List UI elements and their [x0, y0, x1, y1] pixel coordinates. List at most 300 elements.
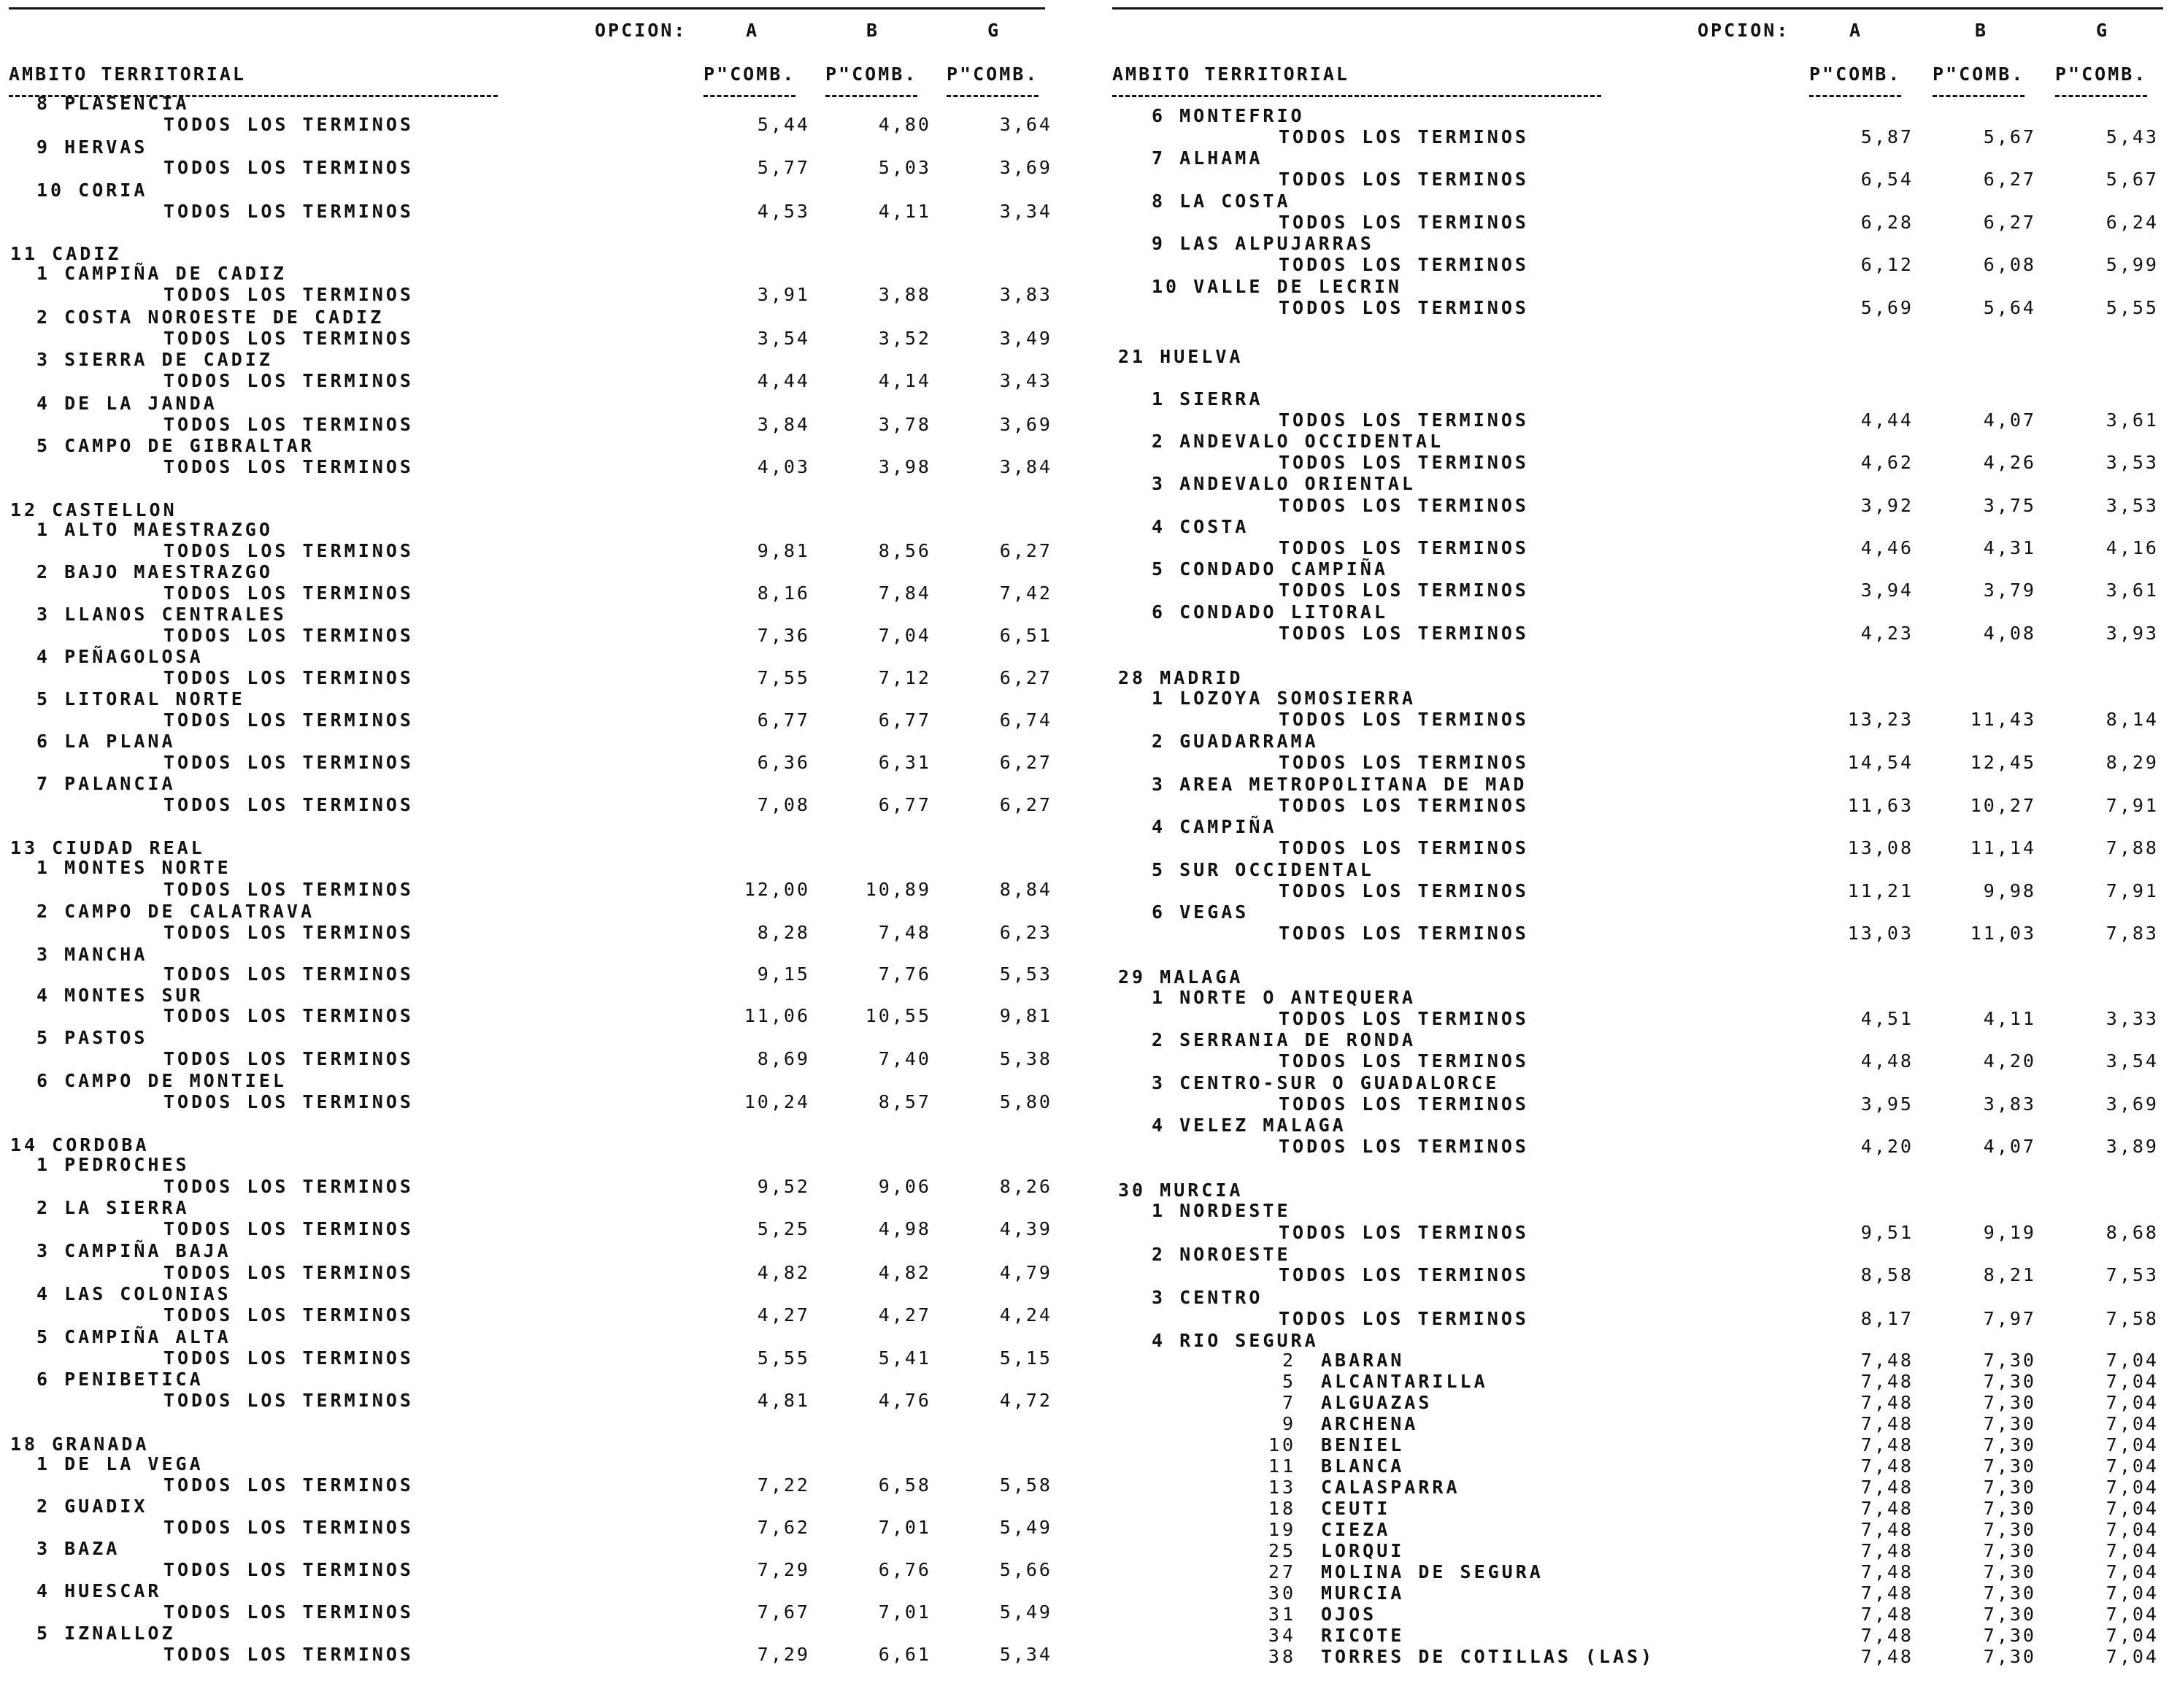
comb-label-g: P"COMB.: [947, 64, 1039, 85]
total-row: [1084, 1093, 2169, 1117]
value-b: 7,84: [878, 582, 931, 604]
comarca-header: [1084, 901, 2169, 925]
total-label: TODOS LOS TERMINOS: [1279, 254, 1529, 275]
value-g: 3,64: [999, 114, 1052, 135]
total-label: TODOS LOS TERMINOS: [163, 414, 414, 435]
region-label: 1 NORDESTE: [1152, 1200, 1291, 1221]
value-g: 7,04: [2106, 1455, 2159, 1477]
region-label: 9 LAS ALPUJARRAS: [1152, 233, 1374, 254]
value-b: 6,58: [878, 1474, 931, 1496]
value-b: 9,98: [1983, 880, 2036, 901]
value-b: 3,52: [878, 328, 931, 349]
municipio-code: 34: [1268, 1625, 1296, 1646]
value-b: 7,01: [878, 1601, 931, 1623]
right-column: [1084, 0, 2169, 1708]
region-label: 1 SIERRA: [1152, 388, 1263, 409]
value-a: 6,77: [757, 709, 810, 731]
value-a: 4,46: [1860, 537, 1914, 558]
value-g: 3,54: [2106, 1050, 2159, 1072]
municipio-code: 18: [1268, 1498, 1296, 1519]
region-label: 2 NOROESTE: [1152, 1244, 1291, 1265]
region-label: 8 PLASENCIA: [36, 93, 190, 114]
region-label: 4 DE LA JANDA: [36, 393, 217, 414]
value-b: 4,31: [1983, 537, 2036, 558]
region-label: 6 CONDADO LITORAL: [1152, 601, 1388, 623]
value-b: 10,89: [865, 879, 931, 900]
region-label: 3 BAZA: [36, 1538, 120, 1559]
value-a: 7,48: [1860, 1582, 1914, 1604]
top-rule: [9, 7, 1045, 9]
value-b: 4,07: [1983, 409, 2036, 431]
value-b: 7,30: [1983, 1519, 2036, 1540]
region-label: 10 CORIA: [36, 180, 148, 201]
total-label: TODOS LOS TERMINOS: [163, 1262, 414, 1283]
value-a: 7,48: [1860, 1392, 1914, 1413]
value-g: 7,04: [2106, 1350, 2159, 1371]
region-label: 5 LITORAL NORTE: [36, 688, 245, 709]
value-a: 6,28: [1860, 212, 1914, 233]
value-a: 7,48: [1860, 1413, 1914, 1434]
total-row: [0, 114, 1084, 137]
value-a: 4,44: [1860, 409, 1914, 431]
municipio-name: OJOS: [1321, 1604, 1377, 1625]
municipio-name: CALASPARRA: [1321, 1477, 1460, 1498]
total-label: TODOS LOS TERMINOS: [163, 1304, 414, 1326]
value-b: 5,64: [1983, 297, 2036, 318]
municipio-code: 30: [1268, 1582, 1296, 1604]
value-b: 4,07: [1983, 1136, 2036, 1157]
value-a: 9,52: [757, 1176, 810, 1197]
value-a: 7,29: [757, 1644, 810, 1665]
municipio-code: 11: [1268, 1455, 1296, 1477]
value-a: 7,48: [1860, 1350, 1914, 1371]
comarca-header: [1084, 1200, 2169, 1223]
value-g: 6,27: [999, 540, 1052, 561]
region-label: 3 MANCHA: [36, 944, 148, 965]
comarca-header: [0, 393, 1084, 416]
comb-underline-b: [1933, 95, 2024, 97]
region-label: 3 AREA METROPOLITANA DE MAD: [1152, 774, 1527, 795]
value-b: 4,82: [878, 1262, 931, 1283]
value-g: 7,04: [2106, 1434, 2159, 1455]
total-row: [0, 709, 1084, 733]
total-label: TODOS LOS TERMINOS: [163, 1218, 414, 1239]
municipio-row: [1084, 1626, 2169, 1647]
value-b: 11,03: [1970, 923, 2036, 944]
total-row: [0, 1601, 1084, 1625]
value-g: 3,84: [999, 456, 1052, 477]
comarca-header: [1084, 1072, 2169, 1096]
region-label: 6 MONTEFRIO: [1152, 105, 1305, 126]
value-g: 7,04: [2106, 1519, 2159, 1540]
value-g: 5,43: [2106, 126, 2159, 147]
total-row: [0, 1559, 1084, 1582]
total-row: [0, 157, 1084, 180]
comarca-header: [0, 1240, 1084, 1263]
region-label: 1 DE LA VEGA: [36, 1453, 204, 1474]
value-b: 11,14: [1970, 837, 2036, 858]
value-g: 6,24: [2106, 212, 2159, 233]
total-label: TODOS LOS TERMINOS: [1279, 1136, 1529, 1157]
region-label: 6 CAMPO DE MONTIEL: [36, 1070, 287, 1091]
value-b: 7,30: [1983, 1371, 2036, 1392]
municipio-name: CIEZA: [1321, 1519, 1391, 1540]
comarca-header: [0, 1326, 1084, 1350]
value-g: 3,89: [2106, 1136, 2159, 1157]
comarca-header: [0, 1453, 1084, 1477]
value-a: 3,92: [1860, 495, 1914, 516]
value-a: 3,95: [1860, 1093, 1914, 1115]
region-label: 12 CASTELLON: [10, 499, 177, 520]
municipio-code: 25: [1268, 1540, 1296, 1561]
value-a: 13,23: [1847, 709, 1914, 730]
comarca-header: [0, 349, 1084, 372]
value-b: 8,21: [1983, 1264, 2036, 1285]
value-g: 6,51: [999, 625, 1052, 646]
value-a: 9,81: [757, 540, 810, 561]
total-label: TODOS LOS TERMINOS: [1279, 1264, 1529, 1285]
value-b: 7,30: [1983, 1413, 2036, 1434]
comarca-header: [0, 646, 1084, 669]
value-g: 7,91: [2106, 880, 2159, 901]
value-a: 7,48: [1860, 1477, 1914, 1498]
total-label: TODOS LOS TERMINOS: [1279, 1008, 1529, 1029]
municipio-row: [1084, 1435, 2169, 1457]
comarca-header: [0, 93, 1084, 116]
value-a: 4,53: [757, 201, 810, 222]
total-label: TODOS LOS TERMINOS: [1279, 1093, 1529, 1115]
comb-label-a: P"COMB.: [1809, 64, 1902, 85]
value-g: 5,80: [999, 1091, 1052, 1112]
value-g: 5,49: [999, 1601, 1052, 1623]
total-row: [0, 794, 1084, 818]
comarca-header: [0, 307, 1084, 330]
value-b: 3,79: [1983, 580, 2036, 601]
opcion-label: OPCION:: [595, 20, 687, 41]
value-b: 3,75: [1983, 495, 2036, 516]
value-b: 6,61: [878, 1644, 931, 1665]
value-b: 7,30: [1983, 1434, 2036, 1455]
value-g: 3,69: [999, 157, 1052, 178]
municipio-row: [1084, 1414, 2169, 1436]
value-b: 4,08: [1983, 623, 2036, 644]
value-b: 4,11: [1983, 1008, 2036, 1029]
region-label: 9 HERVAS: [36, 136, 148, 158]
value-g: 7,53: [2106, 1264, 2159, 1285]
comarca-header: [1084, 147, 2169, 171]
total-row: [0, 1390, 1084, 1413]
value-b: 5,03: [878, 157, 931, 178]
total-row: [1084, 126, 2169, 150]
value-b: 6,77: [878, 709, 931, 731]
value-a: 5,44: [757, 114, 810, 135]
value-g: 7,04: [2106, 1625, 2159, 1646]
value-a: 7,48: [1860, 1604, 1914, 1625]
value-g: 7,04: [2106, 1646, 2159, 1667]
municipio-code: 9: [1282, 1413, 1296, 1434]
comarca-header: [1084, 601, 2169, 625]
value-a: 6,54: [1860, 169, 1914, 190]
value-a: 8,16: [757, 582, 810, 604]
value-a: 9,51: [1860, 1222, 1914, 1243]
total-row: [0, 1005, 1084, 1028]
total-row: [0, 1176, 1084, 1199]
value-a: 7,48: [1860, 1498, 1914, 1519]
value-b: 8,56: [878, 540, 931, 561]
comarca-header: [1084, 191, 2169, 214]
value-a: 13,08: [1847, 837, 1914, 858]
total-label: TODOS LOS TERMINOS: [163, 1390, 414, 1411]
value-b: 5,67: [1983, 126, 2036, 147]
total-label: TODOS LOS TERMINOS: [1279, 923, 1529, 944]
region-label: 4 LAS COLONIAS: [36, 1283, 231, 1304]
municipio-name: BLANCA: [1321, 1455, 1405, 1477]
value-a: 11,21: [1847, 880, 1914, 901]
value-a: 7,48: [1860, 1561, 1914, 1582]
total-row: [0, 456, 1084, 480]
value-g: 8,26: [999, 1176, 1052, 1197]
value-b: 10,27: [1970, 795, 2036, 816]
opcion-a: A: [1849, 20, 1863, 41]
comarca-header: [0, 773, 1084, 796]
value-a: 7,48: [1860, 1540, 1914, 1561]
comarca-header: [1084, 859, 2169, 882]
comarca-header: [1084, 774, 2169, 797]
municipio-name: CEUTI: [1321, 1498, 1391, 1519]
value-g: 7,58: [2106, 1308, 2159, 1329]
opcion-b: B: [866, 20, 880, 41]
total-row: [1084, 537, 2169, 561]
comarca-header: [0, 1283, 1084, 1307]
value-g: 3,61: [2106, 580, 2159, 601]
total-row: [0, 625, 1084, 648]
region-label: 10 VALLE DE LECRIN: [1152, 276, 1402, 297]
value-g: 8,84: [999, 879, 1052, 900]
value-g: 3,33: [2106, 1008, 2159, 1029]
total-label: TODOS LOS TERMINOS: [1279, 212, 1529, 233]
value-a: 5,25: [757, 1218, 810, 1239]
comarca-header: [0, 1538, 1084, 1561]
region-label: 6 PENIBETICA: [36, 1369, 204, 1390]
value-b: 6,31: [878, 752, 931, 773]
region-label: 4 PEÑAGOLOSA: [36, 646, 204, 667]
region-label: 7 ALHAMA: [1152, 147, 1263, 169]
comarca-header: [1084, 731, 2169, 754]
region-label: 3 LLANOS CENTRALES: [36, 604, 287, 625]
total-label: TODOS LOS TERMINOS: [1279, 1308, 1529, 1329]
region-label: 4 CAMPIÑA: [1152, 816, 1277, 837]
municipio-name: LORQUI: [1321, 1540, 1405, 1561]
total-row: [1084, 1136, 2169, 1159]
region-label: 5 IZNALLOZ: [36, 1623, 176, 1644]
value-b: 7,30: [1983, 1582, 2036, 1604]
value-b: 10,55: [865, 1005, 931, 1026]
comarca-header: [1084, 276, 2169, 299]
value-g: 4,79: [999, 1262, 1052, 1283]
total-row: [1084, 837, 2169, 861]
total-label: TODOS LOS TERMINOS: [163, 1644, 414, 1665]
value-b: 9,19: [1983, 1222, 2036, 1243]
total-row: [1084, 923, 2169, 946]
region-label: 3 SIERRA DE CADIZ: [36, 349, 273, 370]
left-column: [0, 0, 1084, 1708]
comarca-header: [0, 731, 1084, 754]
municipio-code: 31: [1268, 1604, 1296, 1625]
value-g: 7,04: [2106, 1392, 2159, 1413]
comb-label-b: P"COMB.: [825, 64, 918, 85]
value-b: 4,27: [878, 1304, 931, 1326]
total-label: TODOS LOS TERMINOS: [163, 1005, 414, 1026]
value-a: 7,48: [1860, 1519, 1914, 1540]
comarca-header: [0, 688, 1084, 712]
total-label: TODOS LOS TERMINOS: [1279, 837, 1529, 858]
value-b: 5,41: [878, 1347, 931, 1369]
total-label: TODOS LOS TERMINOS: [163, 879, 414, 900]
municipio-code: 5: [1282, 1371, 1296, 1392]
value-g: 6,27: [999, 752, 1052, 773]
total-label: TODOS LOS TERMINOS: [163, 157, 414, 178]
comb-label-g: P"COMB.: [2055, 64, 2148, 85]
comarca-header: [0, 519, 1084, 542]
value-g: 7,91: [2106, 795, 2159, 816]
value-b: 7,30: [1983, 1540, 2036, 1561]
value-g: 4,72: [999, 1390, 1052, 1411]
value-b: 7,01: [878, 1517, 931, 1538]
value-b: 6,27: [1983, 212, 2036, 233]
value-a: 4,81: [757, 1390, 810, 1411]
value-g: 8,14: [2106, 709, 2159, 730]
value-g: 3,69: [2106, 1093, 2159, 1115]
total-row: [1084, 880, 2169, 904]
value-g: 7,04: [2106, 1413, 2159, 1434]
total-row: [1084, 580, 2169, 603]
value-g: 5,66: [999, 1559, 1052, 1580]
region-label: 5 CAMPIÑA ALTA: [36, 1326, 231, 1347]
value-a: 14,54: [1847, 752, 1914, 773]
value-b: 7,12: [878, 667, 931, 688]
comarca-header: [0, 561, 1084, 585]
municipio-name: TORRES DE COTILLAS (LAS): [1321, 1646, 1655, 1667]
value-a: 4,27: [757, 1304, 810, 1326]
value-g: 4,39: [999, 1218, 1052, 1239]
value-a: 11,63: [1847, 795, 1914, 816]
value-b: 6,77: [878, 794, 931, 815]
value-b: 3,98: [878, 456, 931, 477]
value-b: 4,26: [1983, 452, 2036, 473]
value-b: 4,14: [878, 370, 931, 391]
value-b: 12,45: [1970, 752, 2036, 773]
value-b: 7,30: [1983, 1477, 2036, 1498]
municipio-code: 2: [1282, 1350, 1296, 1371]
total-label: TODOS LOS TERMINOS: [1279, 495, 1529, 516]
total-label: TODOS LOS TERMINOS: [163, 328, 414, 349]
value-g: 3,53: [2106, 495, 2159, 516]
total-row: [1084, 169, 2169, 192]
province-header: [1084, 346, 2169, 369]
value-a: 3,84: [757, 414, 810, 435]
value-b: 6,27: [1983, 169, 2036, 190]
value-a: 8,58: [1860, 1264, 1914, 1285]
municipio-code: 19: [1268, 1519, 1296, 1540]
region-label: 30 MURCIA: [1118, 1180, 1244, 1201]
value-g: 3,93: [2106, 623, 2159, 644]
comarca-header: [1084, 688, 2169, 711]
region-label: 2 LA SIERRA: [36, 1197, 190, 1218]
total-row: [0, 1347, 1084, 1371]
value-b: 7,97: [1983, 1308, 2036, 1329]
region-label: 5 CONDADO CAMPIÑA: [1152, 558, 1388, 580]
total-row: [1084, 752, 2169, 775]
value-b: 4,80: [878, 114, 931, 135]
municipio-row: [1084, 1456, 2169, 1478]
municipio-row: [1084, 1520, 2169, 1542]
total-label: TODOS LOS TERMINOS: [1279, 709, 1529, 730]
comarca-header: [0, 1369, 1084, 1392]
comarca-header: [0, 1623, 1084, 1646]
total-row: [0, 1304, 1084, 1328]
value-a: 5,69: [1860, 297, 1914, 318]
region-label: 2 GUADARRAMA: [1152, 731, 1319, 752]
opcion-label: OPCION:: [1698, 20, 1790, 41]
value-g: 5,58: [999, 1474, 1052, 1496]
region-label: 4 MONTES SUR: [36, 985, 204, 1006]
region-label: 1 NORTE O ANTEQUERA: [1152, 987, 1416, 1008]
region-label: 2 SERRANIA DE RONDA: [1152, 1029, 1416, 1050]
value-a: 7,08: [757, 794, 810, 815]
municipio-name: ALCANTARILLA: [1321, 1371, 1488, 1392]
value-a: 6,36: [757, 752, 810, 773]
value-g: 8,68: [2106, 1222, 2159, 1243]
ambito-label: AMBITO TERRITORIAL: [9, 64, 246, 85]
total-label: TODOS LOS TERMINOS: [1279, 126, 1529, 147]
comarca-header: [1084, 816, 2169, 839]
comarca-header: [1084, 516, 2169, 539]
value-g: 5,49: [999, 1517, 1052, 1538]
value-g: 7,04: [2106, 1604, 2159, 1625]
comarca-header: [1084, 431, 2169, 454]
region-label: 1 PEDROCHES: [36, 1154, 190, 1175]
value-g: 9,81: [999, 1005, 1052, 1026]
total-label: TODOS LOS TERMINOS: [163, 1176, 414, 1197]
value-g: 3,34: [999, 201, 1052, 222]
total-row: [1084, 1050, 2169, 1074]
municipio-name: MOLINA DE SEGURA: [1321, 1561, 1544, 1582]
region-label: 11 CADIZ: [10, 243, 122, 264]
total-label: TODOS LOS TERMINOS: [163, 1601, 414, 1623]
total-row: [0, 201, 1084, 224]
total-label: TODOS LOS TERMINOS: [1279, 623, 1529, 644]
comarca-header: [1084, 558, 2169, 582]
comarca-header: [1084, 1029, 2169, 1053]
total-label: TODOS LOS TERMINOS: [1279, 752, 1529, 773]
total-row: [0, 922, 1084, 945]
region-label: 3 CAMPIÑA BAJA: [36, 1240, 231, 1261]
value-g: 3,69: [999, 414, 1052, 435]
total-label: TODOS LOS TERMINOS: [1279, 297, 1529, 318]
total-label: TODOS LOS TERMINOS: [1279, 537, 1529, 558]
comarca-header: [0, 1580, 1084, 1604]
comarca-header: [0, 1070, 1084, 1093]
value-a: 4,82: [757, 1262, 810, 1283]
total-label: TODOS LOS TERMINOS: [1279, 795, 1529, 816]
total-row: [0, 582, 1084, 606]
total-label: TODOS LOS TERMINOS: [1279, 452, 1529, 473]
region-label: 2 BAJO MAESTRAZGO: [36, 561, 273, 582]
value-b: 7,30: [1983, 1561, 2036, 1582]
value-g: 7,88: [2106, 837, 2159, 858]
total-label: TODOS LOS TERMINOS: [163, 456, 414, 477]
value-b: 9,06: [878, 1176, 931, 1197]
